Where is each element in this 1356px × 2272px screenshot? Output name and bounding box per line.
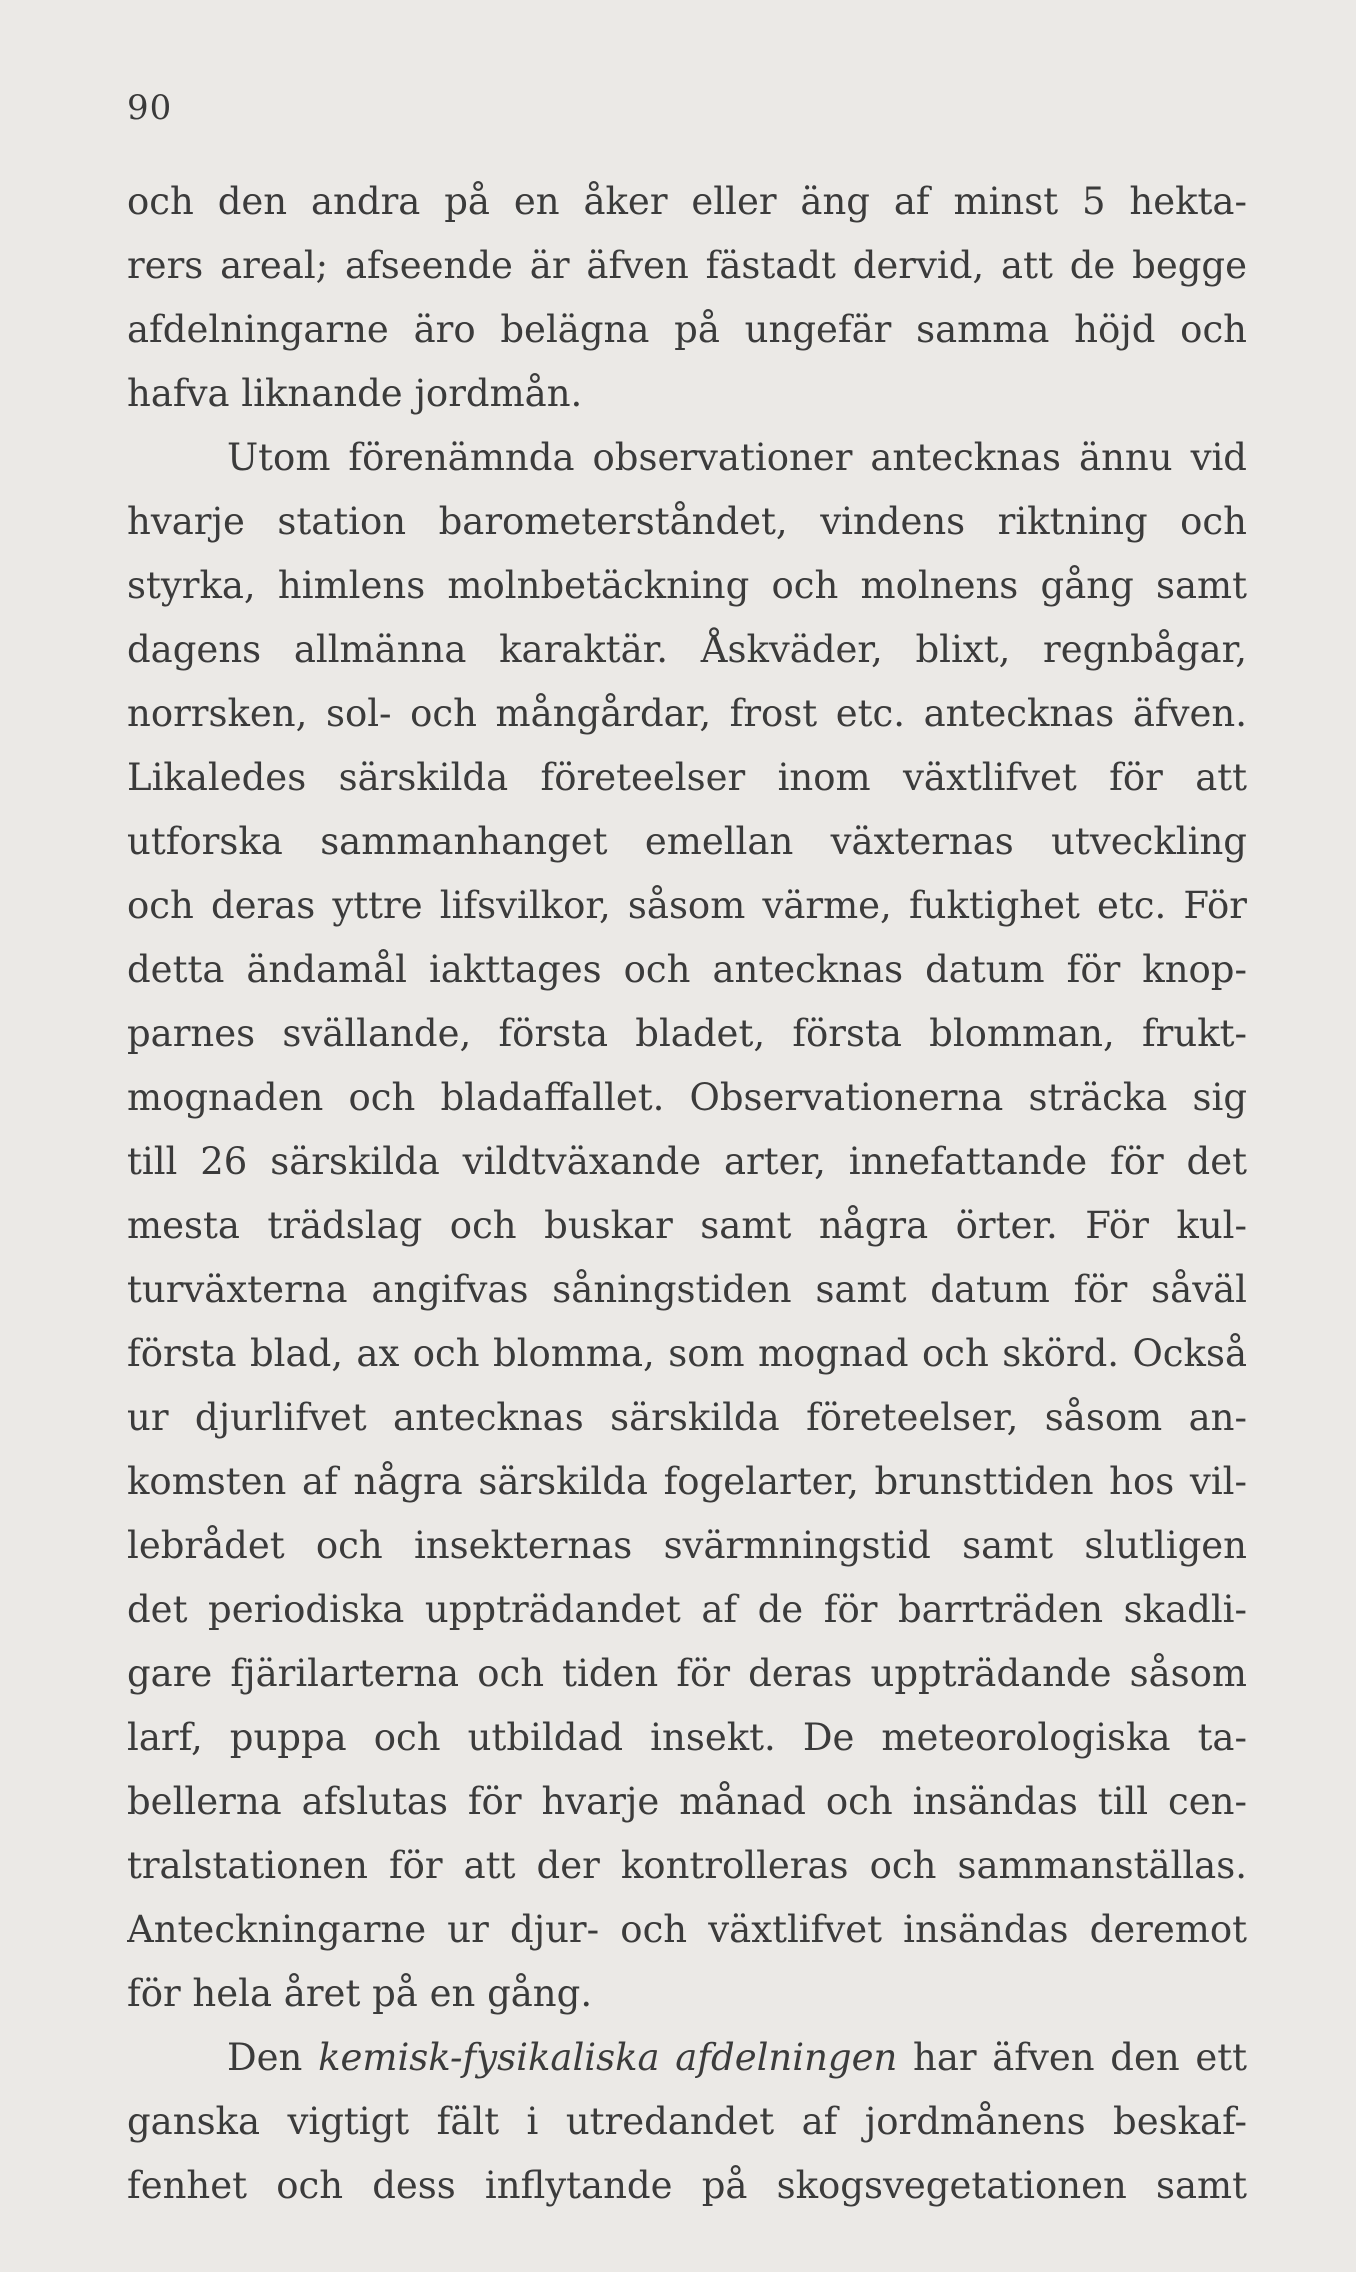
- text-line: turväxterna angifvas såningstiden samt datum för såväl: [127, 1268, 1247, 1311]
- text-line: norrsken, sol- och mångårdar, frost etc. antecknas äfven.: [127, 692, 1247, 735]
- body-text: [127, 170, 1247, 2218]
- text-line: detta ändamål iakttages och antecknas datum för knop-: [127, 948, 1247, 991]
- text-line: Likaledes särskilda företeelser inom växtlifvet för att: [127, 756, 1247, 799]
- text-line: ganska vigtigt fält i utredandet af jordmånens beskaf-: [127, 2100, 1247, 2143]
- text-line: lebrådet och insekternas svärmningstid samt slutligen: [127, 1524, 1247, 1567]
- text-line: gare fjärilarterna och tiden för deras uppträdande såsom: [127, 1652, 1247, 1695]
- text-line: dagens allmänna karaktär. Åskväder, blixt, regnbågar,: [127, 628, 1247, 671]
- text-line: första blad, ax och blomma, som mognad och skörd. Också: [127, 1332, 1247, 1375]
- text-line: larf, puppa och utbildad insekt. De meteorologiska ta-: [127, 1716, 1247, 1759]
- text-line: och deras yttre lifsvilkor, såsom värme, fuktighet etc. För: [127, 884, 1247, 927]
- text-line: det periodiska uppträdandet af de för barrträden skadli-: [127, 1588, 1247, 1631]
- text-line: för hela året på en gång.: [127, 1972, 593, 2015]
- text-line: [127, 2026, 1247, 2090]
- text-line: afdelningarne äro belägna på ungefär samma höjd och: [127, 308, 1247, 351]
- text-line: tralstationen för att der kontrolleras och sammanställas.: [127, 1844, 1247, 1887]
- text-line: till 26 särskilda vildtväxande arter, innefattande för det: [127, 1140, 1247, 1183]
- text-line: utforska sammanhanget emellan växternas utveckling: [127, 820, 1247, 863]
- text-line: och den andra på en åker eller äng af minst 5 hekta-: [127, 180, 1247, 223]
- text-line: mesta trädslag och buskar samt några örter. För kul-: [127, 1204, 1247, 1247]
- text-span: Den: [227, 2036, 319, 2079]
- text-line: styrka, himlens molnbetäckning och molnens gång samt: [127, 564, 1247, 607]
- text-line: hvarje station barometerståndet, vindens riktning och: [127, 500, 1247, 543]
- text-line: ur djurlifvet antecknas särskilda företeelser, såsom an-: [127, 1396, 1247, 1439]
- text-span: har äfven den ett: [897, 2036, 1247, 2079]
- text-line: hafva liknande jordmån.: [127, 372, 583, 415]
- text-line: Utom förenämnda observationer antecknas ännu vid: [227, 436, 1247, 479]
- text-line: bellerna afslutas för hvarje månad och insändas till cen-: [127, 1780, 1247, 1823]
- italic-term: kemisk-fysikaliska afdelningen: [318, 2036, 898, 2079]
- text-line: rers areal; afseende är äfven fästadt dervid, att de begge: [127, 244, 1247, 287]
- text-line: parnes svällande, första bladet, första blomman, frukt-: [127, 1012, 1247, 1055]
- text-line: mognaden och bladaffallet. Observationerna sträcka sig: [127, 1076, 1247, 1119]
- text-line: Anteckningarne ur djur- och växtlifvet insändas deremot: [127, 1908, 1247, 1951]
- page-number: 90: [127, 88, 173, 128]
- text-line: komsten af några särskilda fogelarter, brunsttiden hos vil-: [127, 1460, 1247, 1503]
- text-line: fenhet och dess inflytande på skogsvegetationen samt: [127, 2164, 1247, 2207]
